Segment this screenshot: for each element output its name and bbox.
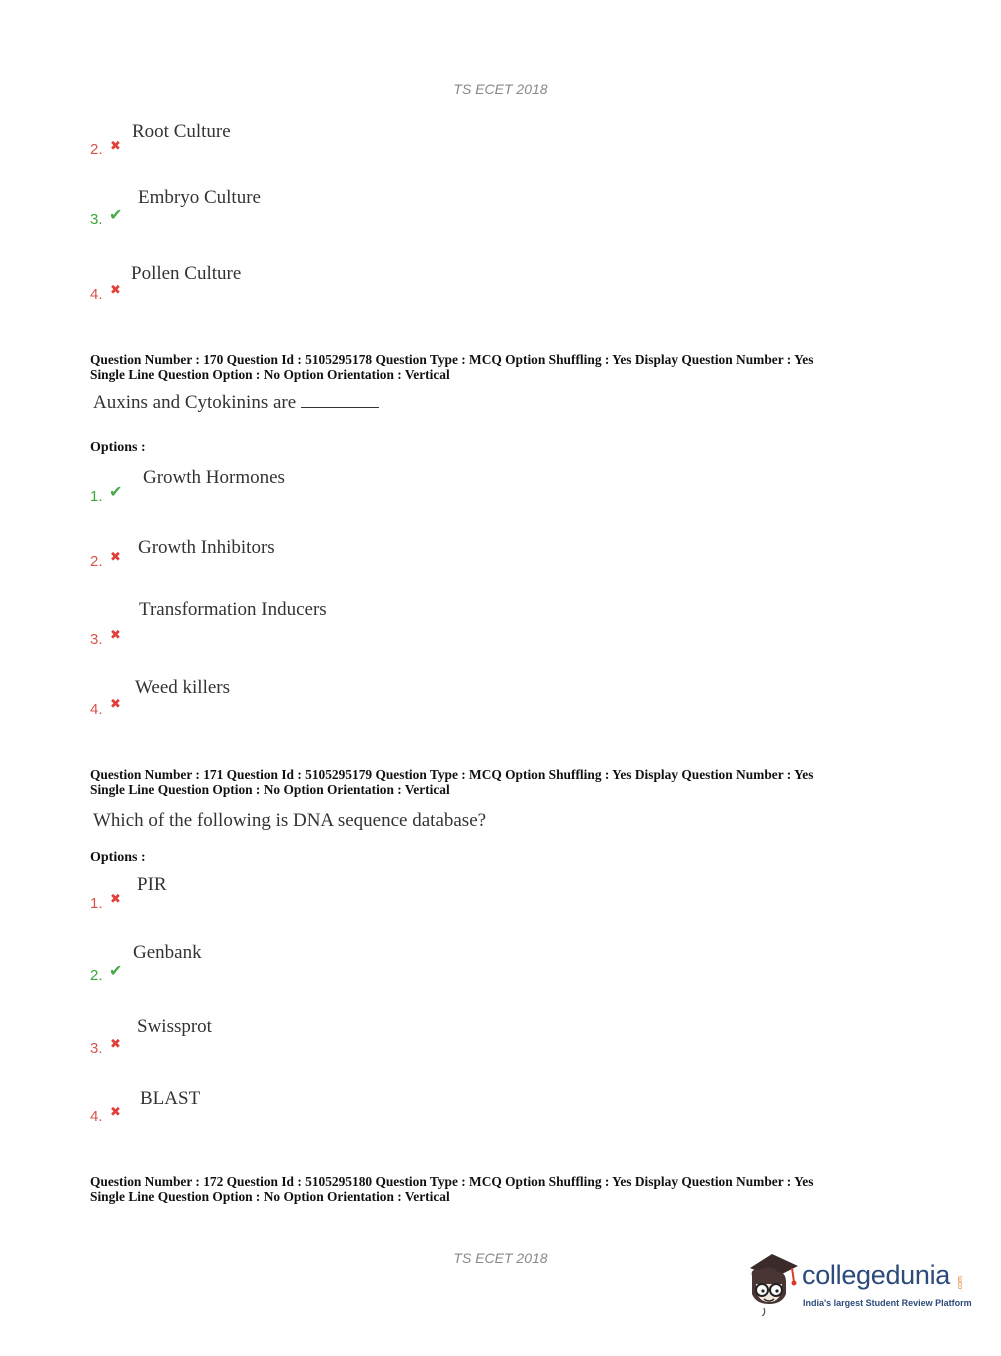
correct-check-icon: ✔: [109, 205, 123, 224]
option-text: Swissprot: [137, 1016, 212, 1037]
wrong-cross-icon: ✖: [110, 139, 121, 154]
question-meta-line2: Single Line Question Option : No Option Orientation : Vertical: [90, 367, 450, 382]
option-number: 3.: [90, 631, 103, 648]
wrong-cross-icon: ✖: [110, 1037, 121, 1052]
question-text-170: [93, 392, 379, 414]
option-number: 2.: [90, 553, 103, 570]
option-text: Growth Inhibitors: [138, 537, 275, 558]
wrong-cross-icon: ✖: [110, 550, 121, 565]
option-text: Root Culture: [132, 121, 231, 142]
option-text: Genbank: [133, 942, 202, 963]
option-number: 4.: [90, 701, 103, 718]
correct-check-icon: ✔: [109, 961, 123, 980]
answer-blank: [301, 393, 379, 408]
question-text: Auxins and Cytokinins are: [93, 392, 297, 413]
question-meta-line2: Single Line Question Option : No Option Orientation : Vertical: [90, 782, 450, 797]
wrong-cross-icon: ✖: [110, 697, 121, 712]
question-meta-line1: Question Number : 172 Question Id : 5105295180 Question Type : MCQ Option Shuffling : Yes Display Question Number : Yes: [90, 1174, 814, 1189]
option-number: 1.: [90, 895, 103, 912]
options-label: Options :: [90, 850, 146, 865]
logo-tagline: India's largest Student Review Platform: [803, 1298, 972, 1308]
option-text: BLAST: [140, 1088, 201, 1109]
wrong-cross-icon: ✖: [110, 628, 121, 643]
option-number: 4.: [90, 286, 103, 303]
option-number: 1.: [90, 488, 103, 505]
option-number: 2.: [90, 141, 103, 158]
wrong-cross-icon: ✖: [110, 283, 121, 298]
question-meta-line1: Question Number : 170 Question Id : 5105295178 Question Type : MCQ Option Shuffling : Yes Display Question Number : Yes: [90, 352, 814, 367]
logo-suffix: .com: [957, 1276, 964, 1292]
running-header: TS ECET 2018: [453, 81, 548, 97]
option-text: Transformation Inducers: [139, 599, 327, 620]
option-text: Embryo Culture: [138, 187, 261, 208]
option-number: 4.: [90, 1108, 103, 1125]
wrong-cross-icon: ✖: [110, 892, 121, 907]
option-text: PIR: [137, 874, 167, 895]
correct-check-icon: ✔: [109, 482, 123, 501]
question-meta-line1: Question Number : 171 Question Id : 5105295179 Question Type : MCQ Option Shuffling : Yes Display Question Number : Yes: [90, 767, 814, 782]
running-footer: TS ECET 2018: [453, 1250, 548, 1266]
options-label: Options :: [90, 440, 146, 455]
collegedunia-mascot-icon: [742, 1250, 802, 1316]
option-number: 2.: [90, 967, 103, 984]
option-number: 3.: [90, 1040, 103, 1057]
logo-wordmark: collegedunia: [802, 1260, 951, 1290]
option-number: 3.: [90, 211, 103, 228]
option-text: Growth Hormones: [143, 467, 285, 488]
question-text: Which of the following is DNA sequence database?: [93, 810, 487, 831]
option-text: Weed killers: [135, 677, 231, 698]
option-text: Pollen Culture: [131, 263, 242, 284]
wrong-cross-icon: ✖: [110, 1105, 121, 1120]
question-meta-line2: Single Line Question Option : No Option Orientation : Vertical: [90, 1189, 450, 1204]
